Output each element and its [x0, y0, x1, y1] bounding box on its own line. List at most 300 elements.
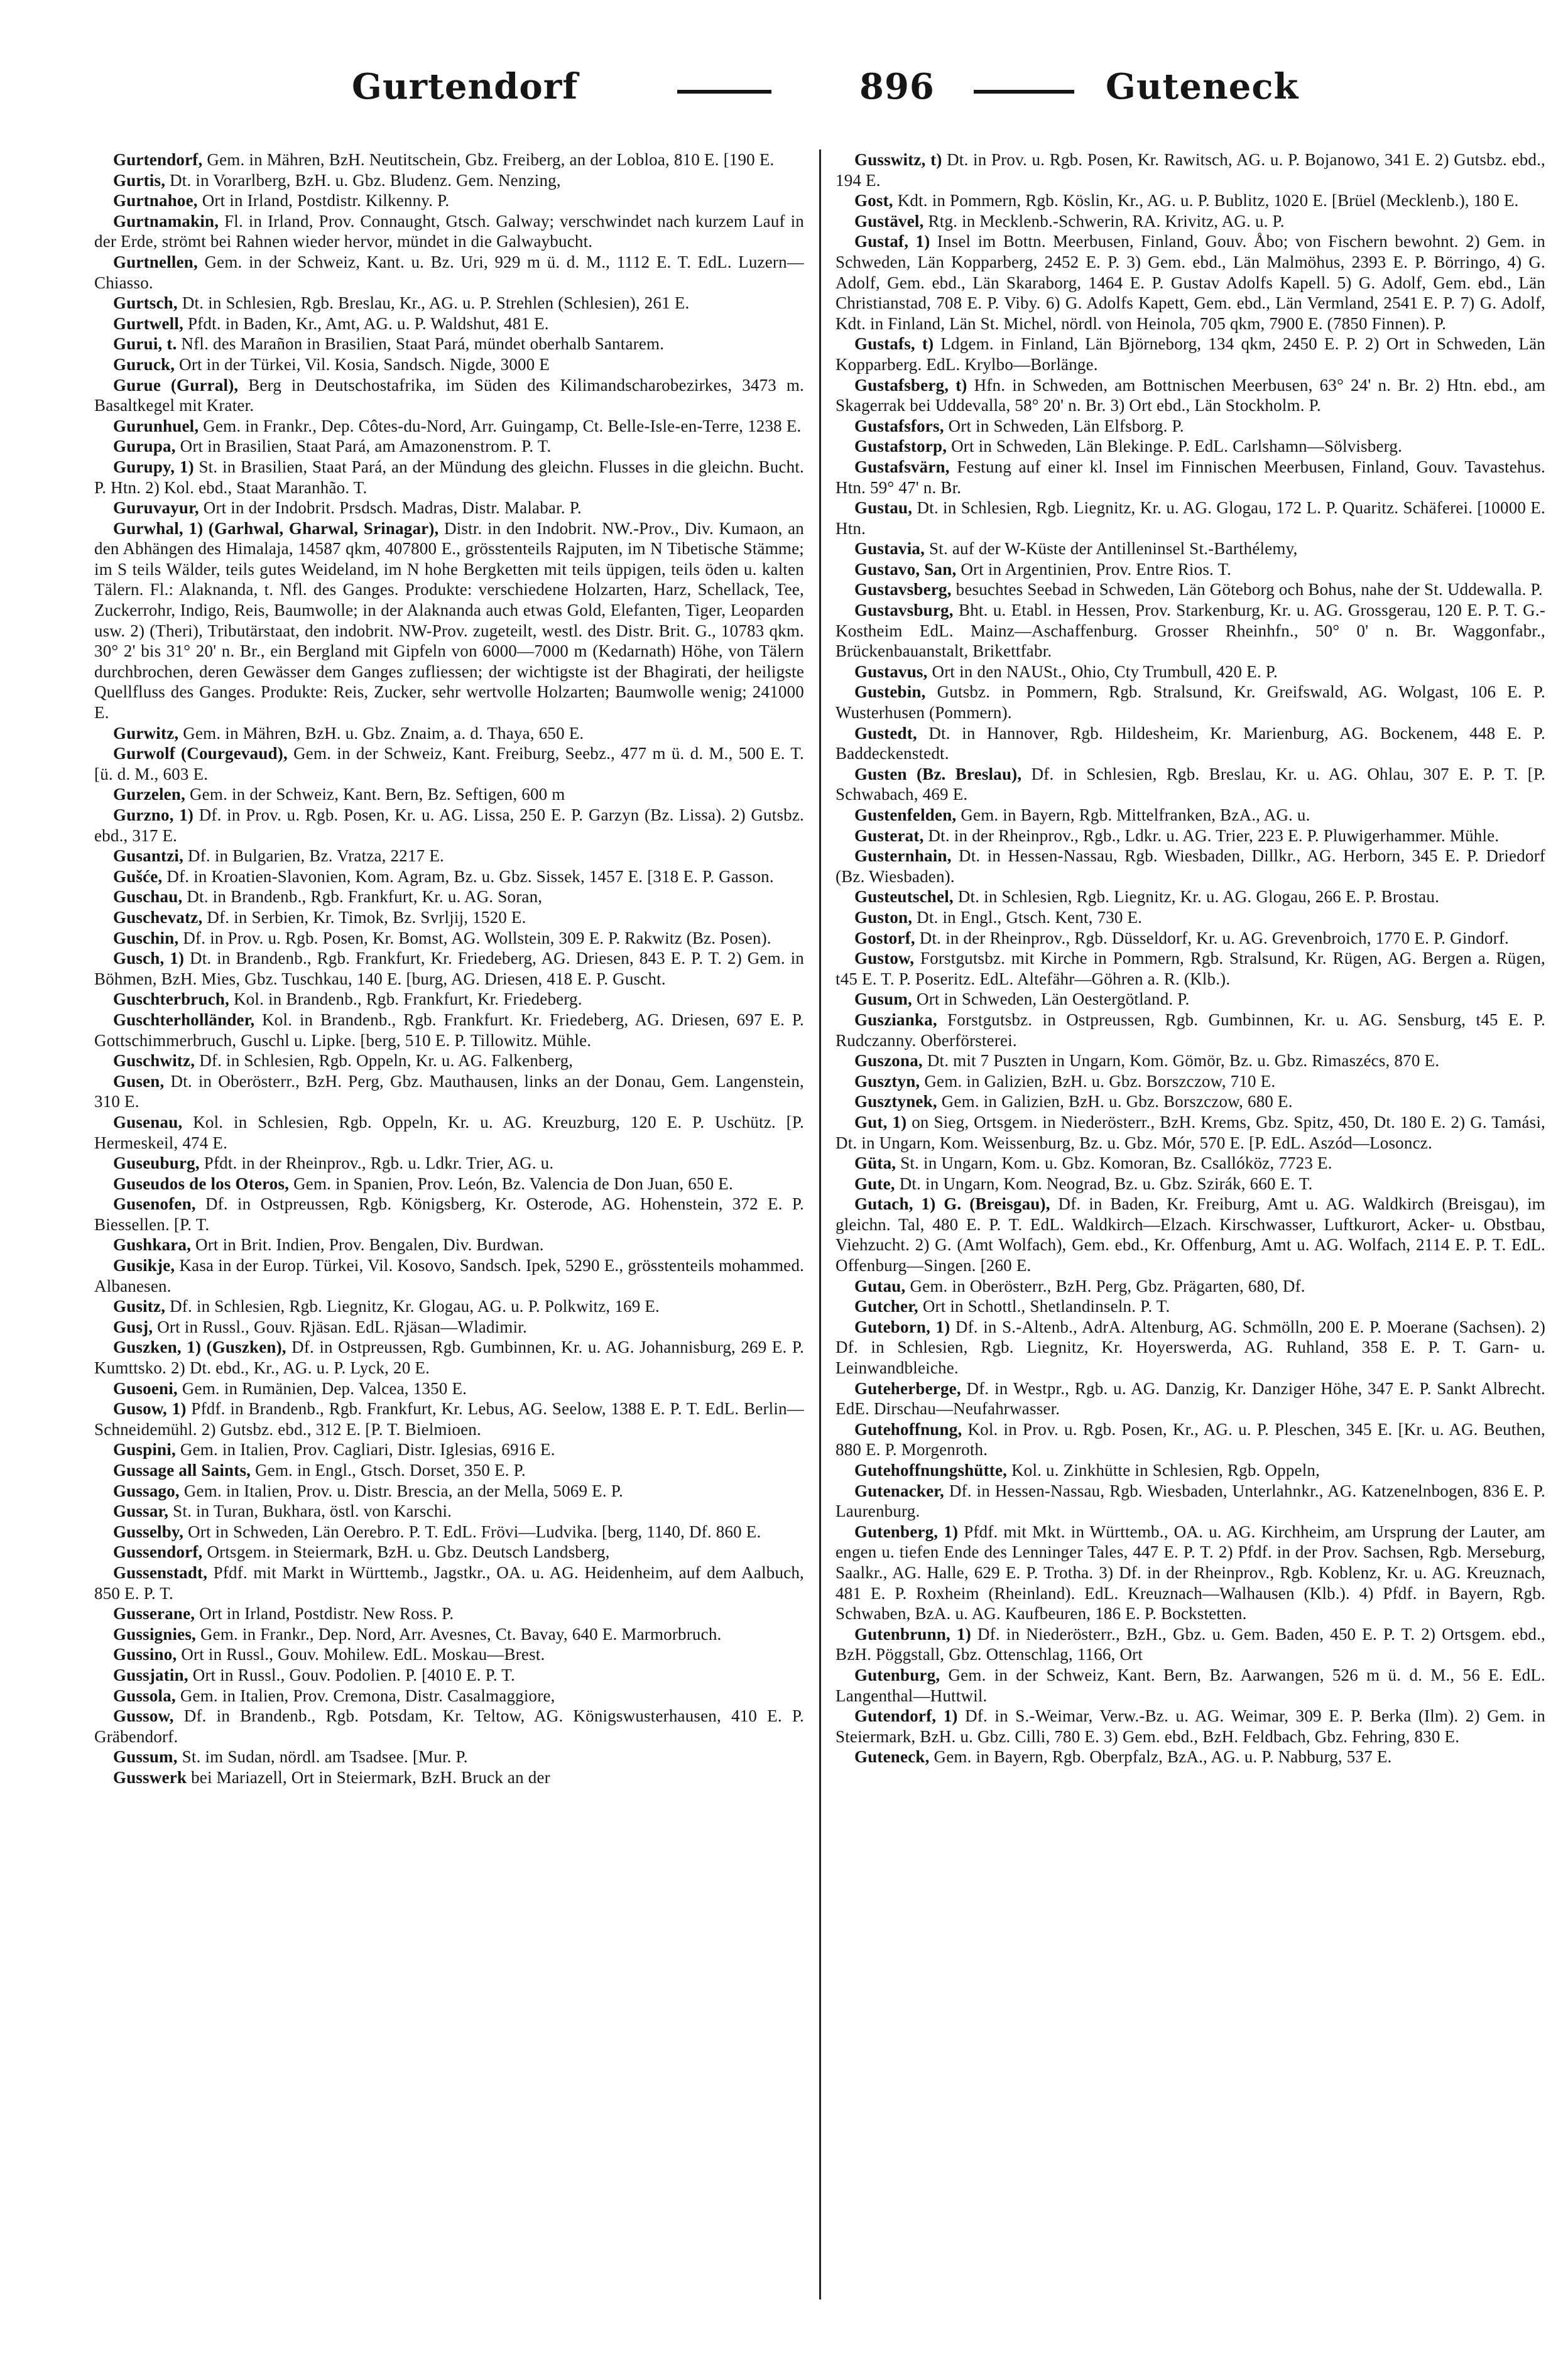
gazetteer-entry [836, 1706, 1545, 1747]
entry-headword: Gussino, [113, 1645, 177, 1664]
entry-text: Nfl. des Marañon in Brasilien, Staat Pará, mündet oberhalb Santarem. [181, 334, 665, 354]
gazetteer-entry [836, 723, 1545, 764]
gazetteer-entry [836, 1071, 1545, 1092]
entry-text: Berg in Deutschostafrika, im Süden des Kilimandscharobezirkes, 3473 m. Basaltkegel mit Krater. [94, 375, 804, 415]
entry-text: Pfdf. mit Mkt. in Württemb., OA. u. AG. Kirchheim, am Ursprung der Lauter, am engen u. tiefen Ende des Lenninger Tales, 447 E. P. T. 2) Pfdf. in der Prov. Sachsen, Rgb. Merseburg, Saalkr., AG. Halle, 629 E. P. Trotha. 3) Df. in der Rheinprov., Rgb. Koblenz, Kr. u. AG. Kreuznach, 481 E. P. Roxheim (Rheinland). EdL. Kreuznach—Walhausen (Klb.). 4) Pfdf. in Bayern, Rgb. Schwaben, BzA. u. AG. Kaufbeuren, 186 E. P. Bockstetten. [836, 1522, 1545, 1623]
gazetteer-entry [94, 1010, 804, 1050]
gazetteer-entry [836, 662, 1545, 682]
entry-text: Forstgutsbz. in Ostpreussen, Rgb. Gumbinnen, Kr. u. AG. Sensburg, t45 E. P. Rudczanny. Oberförsterei. [836, 1010, 1545, 1050]
entry-text: Df. in Ostpreussen, Rgb. Gumbinnen, Kr. u. AG. Johannisburg, 269 E. P. Kumttsko. 2) Dt. ebd., Kr., AG. u. P. Lyck, 20 E. [94, 1338, 804, 1378]
gazetteer-entry [836, 334, 1545, 374]
entry-headword: Gute, [854, 1174, 895, 1193]
entry-headword: Gusztynek, [854, 1092, 937, 1111]
entry-text: Ort in Russl., Gouv. Mohilew. EdL. Moskau—Brest. [181, 1645, 545, 1664]
entry-headword: Gusselby, [113, 1522, 184, 1541]
entry-text: Ort in Russl., Gouv. Podolien. P. [4010 E. P. T. [192, 1665, 515, 1684]
entry-headword: Gurui, t. [113, 334, 177, 354]
entry-text: Gem. in Galizien, BzH. u. Gbz. Borszczow, 710 E. [924, 1071, 1276, 1091]
gazetteer-entry [94, 846, 804, 866]
gazetteer-entry [836, 1194, 1545, 1275]
entry-text: Df. in S.-Altenb., AdrA. Altenburg, AG. Schmölln, 200 E. P. Moerane (Sachsen). 2) Df. in Schlesien, Rgb. Liegnitz, Kr. Hoyerswerda, AG. Ruhland, 358 E. P. T. Garn- u. Leinwandbleiche. [836, 1317, 1546, 1378]
gazetteer-entry [836, 559, 1545, 580]
entry-text: Ort in Brit. Indien, Prov. Bengalen, Div. Burdwan. [195, 1235, 544, 1255]
entry-text: Ort in der Indobrit. Prsdsch. Madras, Distr. Malabar. P. [203, 498, 582, 518]
entry-headword: Gurunhuel, [113, 416, 199, 435]
entry-headword: Gustavo, San, [854, 559, 957, 579]
entry-headword: Gussum, [113, 1747, 178, 1767]
gazetteer-entry [94, 1296, 804, 1317]
gazetteer-entry [94, 211, 804, 252]
gazetteer-entry [836, 1378, 1545, 1419]
entry-text: Ort in der Türkei, Vil. Kosia, Sandsch. Nigde, 3000 E [179, 354, 550, 374]
gazetteer-entry [94, 1071, 804, 1112]
right-column [836, 150, 1545, 1767]
entry-text: Df. in Niederösterr., BzH., Gbz. u. Gem. Baden, 450 E. P. T. 2) Ortsgem. ebd., BzH. Pöggstall, Gbz. Ottenschlag, 1166, Ort [836, 1624, 1545, 1664]
entry-text: bei Mariazell, Ort in Steiermark, BzH. Bruck an der [191, 1767, 550, 1787]
gazetteer-entry [836, 416, 1545, 437]
entry-headword: Gusitz, [113, 1297, 166, 1316]
entry-headword: Gustenfelden, [854, 805, 957, 824]
gazetteer-entry [836, 190, 1545, 211]
gazetteer-entry [836, 1112, 1545, 1153]
entry-headword: Gusen, [113, 1071, 165, 1091]
gazetteer-entry [94, 1153, 804, 1174]
entry-text: Gem. in Bayern, Rgb. Oberpfalz, BzA., AG. u. P. Nabburg, 537 E. [934, 1747, 1392, 1767]
gazetteer-entry [94, 989, 804, 1010]
entry-text: Dt. in Hannover, Rgb. Hildesheim, Kr. Marienburg, AG. Bockenem, 448 E. P. Baddeckenstedt. [836, 723, 1545, 763]
entry-headword: Guteneck, [854, 1747, 930, 1767]
entry-text: Ort in Schweden, Län Oerebro. P. T. EdL. Frövi—Ludvika. [berg, 1140, Df. 860 E. [188, 1522, 761, 1541]
entry-text: Kdt. in Pommern, Rgb. Köslin, Kr., AG. u. P. Bublitz, 1020 E. [Brüel (Mecklenb.), 180 E. [897, 191, 1519, 210]
entry-text: Gem. in Galizien, BzH. u. Gbz. Borszczow, 680 E. [941, 1092, 1293, 1111]
entry-headword: Guston, [854, 907, 913, 927]
entry-text: besuchtes Seebad in Schweden, Län Göteborg och Bohus, nahe der St. Uddewalla. P. [956, 580, 1543, 599]
entry-headword: Guteborn, 1) [854, 1317, 950, 1336]
gazetteer-entry [94, 1317, 804, 1338]
entry-text: Dt. in Vorarlberg, BzH. u. Gbz. Bludenz. Gem. Nenzing, [170, 170, 561, 190]
entry-text: Dt. in Oberösterr., BzH. Perg, Gbz. Mauthausen, links an der Donau, Gem. Langenstein, 310 E. [94, 1071, 805, 1111]
entry-headword: Guteherberge, [854, 1378, 961, 1398]
entry-headword: Gutendorf, 1) [854, 1706, 958, 1726]
entry-text: Ort in Russl., Gouv. Rjäsan. EdL. Rjäsan—Wladimir. [157, 1317, 527, 1336]
entry-headword: Gustävel, [854, 211, 924, 231]
entry-headword: Gusztyn, [854, 1071, 920, 1091]
entry-text: Ort in Brasilien, Staat Pará, am Amazonenstrom. P. T. [180, 437, 552, 456]
entry-headword: Gussola, [113, 1686, 176, 1705]
entry-headword: Gurupy, 1) [113, 457, 194, 476]
entry-text: Gem. in Mähren, BzH. u. Gbz. Znaim, a. d. Thaya, 650 E. [183, 723, 584, 743]
gazetteer-entry [836, 1747, 1545, 1767]
gazetteer-entry [94, 1235, 804, 1255]
gazetteer-entry [94, 293, 804, 314]
entry-text: Df. in Brandenb., Rgb. Potsdam, Kr. Teltow, AG. Königswusterhausen, 410 E. P. Gräbendorf. [94, 1706, 804, 1746]
gazetteer-entry [94, 886, 804, 907]
entry-headword: Gusswitz, t) [854, 150, 942, 169]
entry-text: Dt. in Hessen-Nassau, Rgb. Wiesbaden, Dillkr., AG. Herborn, 345 E. P. Driedorf (Bz. Wiesbaden). [836, 846, 1546, 886]
entry-text: Ort in den NAUSt., Ohio, Cty Trumbull, 420 E. P. [932, 662, 1278, 681]
gazetteer-entry [94, 457, 804, 498]
entry-text: Ort in Irland, Postdistr. Kilkenny. P. [202, 191, 450, 210]
entry-headword: Gustafsberg, t) [854, 375, 967, 395]
entry-headword: Gusoeni, [113, 1378, 178, 1398]
entry-headword: Gusch, 1) [113, 949, 185, 968]
entry-headword: Gurwolf (Courgevaud), [113, 744, 288, 763]
entry-headword: Gurue (Gurral), [113, 375, 239, 395]
entry-headword: Gustafstorp, [854, 437, 947, 456]
running-header [88, 66, 1510, 129]
entry-headword: Gutenacker, [854, 1481, 944, 1500]
gazetteer-entry [836, 826, 1545, 846]
gazetteer-entry [836, 1050, 1545, 1071]
entry-headword: Gutehoffnung, [854, 1419, 962, 1439]
entry-headword: Gurtsch, [113, 293, 178, 313]
entry-text: Ort in Argentinien, Prov. Entre Rios. T. [961, 559, 1232, 579]
gazetteer-entry [94, 190, 804, 211]
entry-text: Gem. in Frankr., Dep. Nord, Arr. Avesnes, Ct. Bavay, 640 E. Marmorbruch. [200, 1624, 722, 1644]
gazetteer-entry [836, 457, 1545, 498]
entry-text: Hfn. in Schweden, am Bottnischen Meerbusen, 63° 24' n. Br. 2) Htn. ebd., am Skagerrak bei Uddevalla, 58° 20' n. Br. 3) Ort ebd., Län Stockholm. P. [836, 375, 1546, 415]
entry-headword: Gussjatin, [113, 1665, 188, 1684]
gazetteer-entry [836, 764, 1545, 805]
entry-text: Df. in Schlesien, Rgb. Liegnitz, Kr. Glogau, AG. u. P. Polkwitz, 169 E. [170, 1297, 660, 1316]
entry-text: Bht. u. Etabl. in Hessen, Prov. Starkenburg, Kr. u. AG. Grossgerau, 120 E. P. T. G.-Kostheim EdL. Mainz—Aschaffenburg. Grosser Rheinhfn., 50° 0' n. Br. Waggonfabr., Brückenbauanstalt, Brikettfabr. [836, 601, 1546, 661]
entry-headword: Gurzno, 1) [113, 805, 194, 824]
entry-text: Dt. in Schlesien, Rgb. Liegnitz, Kr. u. AG. Glogau, 172 L. P. Quaritz. Schäferei. [10000 E. Htn. [836, 498, 1546, 538]
entry-text: Df. in Schlesien, Rgb. Breslau, Kr. u. AG. Ohlau, 307 E. P. T. [P. Schwabach, 469 E. [836, 764, 1545, 804]
entry-headword: Gostorf, [854, 928, 915, 947]
gazetteer-entry [836, 1522, 1545, 1624]
entry-text: Pfdt. in der Rheinprov., Rgb. u. Ldkr. Trier, AG. u. [204, 1154, 554, 1173]
entry-text: Gem. in Mähren, BzH. Neutitschein, Gbz. Freiberg, an der Lobloa, 810 E. [190 E. [207, 150, 775, 169]
entry-headword: Guszken, 1) (Guszken), [113, 1338, 286, 1357]
gazetteer-entry [836, 579, 1545, 600]
entry-text: Kol. u. Zinkhütte in Schlesien, Rgb. Oppeln, [1011, 1461, 1320, 1480]
gazetteer-entry [836, 1460, 1545, 1481]
entry-text: St. in Turan, Bukhara, östl. von Karschi. [173, 1502, 452, 1521]
entry-text: Pfdf. mit Markt in Württemb., Jagstkr., OA. u. AG. Heidenheim, auf dem Aalbuch, 850 E. P. T. [94, 1563, 805, 1603]
entry-headword: Gustafs, t) [854, 334, 934, 354]
gazetteer-entry [94, 518, 804, 723]
entry-headword: Gusantzi, [113, 846, 184, 866]
gazetteer-entry [836, 211, 1545, 232]
entry-headword: Gutenberg, 1) [854, 1522, 959, 1541]
gazetteer-entry [836, 1276, 1545, 1297]
gazetteer-entry [836, 1317, 1545, 1378]
entry-text: Dt. in Brandenb., Rgb. Frankfurt, Kr. Friedeberg, AG. Driesen, 843 E. P. T. 2) Gem. in Böhmen, BzH. Mies, Gbz. Tuschkau, 140 E. [burg, AG. Driesen, 418 E. P. Guscht. [94, 949, 804, 988]
gazetteer-entry [836, 682, 1545, 723]
entry-headword: Guruck, [113, 354, 175, 374]
entry-text: Kol. in Brandenb., Rgb. Frankfurt, Kr. Friedeberg. [234, 990, 582, 1009]
entry-text: Insel im Bottn. Meerbusen, Finland, Gouv. Åbo; von Fischern bewohnt. 2) Gem. in Schweden, Län Kopparberg, 2452 E. P. 3) Gem. ebd., Län Malmöhus, 2393 E. P. Börringo, 4) G. Adolf, Gem. ebd., Län Skaraborg, 1464 E. P. Gustav Adolfs Kapell. 5) G. Adolf, Gem. ebd., Län Christianstad, 708 E. P. Viby. 6) G. Adolfs Kapett, Gem. ebd., Län Vermland, 2541 E. P. 7) G. Adolf, Kdt. in Finland, Län St. Michel, nördl. von Heinola, 705 qkm, 7900 E. (7850 Finnen). P. [836, 232, 1546, 333]
entry-headword: Gustavsberg, [854, 580, 952, 599]
entry-text: Df. in Schlesien, Rgb. Oppeln, Kr. u. AG. Falkenberg, [199, 1051, 574, 1071]
entry-headword: Gušće, [113, 866, 163, 886]
entry-headword: Gutau, [854, 1276, 906, 1296]
gazetteer-entry [836, 948, 1545, 989]
entry-headword: Guschevatz, [113, 907, 203, 927]
gazetteer-entry [94, 743, 804, 784]
gazetteer-entry [94, 1686, 804, 1706]
entry-headword: Gusum, [854, 990, 912, 1009]
gazetteer-entry [94, 1501, 804, 1522]
entry-headword: Gusterat, [854, 826, 924, 845]
gazetteer-entry [836, 907, 1545, 928]
entry-text: on Sieg, Ortsgem. in Niederösterr., BzH. Krems, Gbz. Spitz, 450, Dt. 180 E. 2) G. Tamási, Dt. in Ungarn, Kom. Weissenburg, Bz. u. Gbz. Mór, 570 E. [P. EdL. Aszód—Losoncz. [836, 1112, 1545, 1152]
gazetteer-entry [94, 1522, 804, 1542]
gazetteer-entry [836, 886, 1545, 907]
entry-headword: Gusikje, [113, 1256, 175, 1275]
entry-headword: Gustow, [854, 949, 915, 968]
entry-text: Kol. in Prov. u. Rgb. Posen, Kr., AG. u. P. Pleschen, 345 E. [Kr. u. AG. Beuthen, 880 E. P. Morgenroth. [836, 1419, 1546, 1459]
gazetteer-entry [94, 1255, 804, 1296]
entry-headword: Gusten (Bz. Breslau), [854, 764, 1022, 783]
gazetteer-entry [94, 334, 804, 354]
entry-text: Dt. in der Rheinprov., Rgb. Düsseldorf, Kr. u. AG. Grevenbroich, 1770 E. P. Gindorf. [919, 928, 1509, 947]
gazetteer-entry [836, 928, 1545, 949]
entry-text: Gem. in Engl., Gtsch. Dorset, 350 E. P. [255, 1461, 526, 1480]
entry-headword: Gurwhal, 1) (Garhwal, Gharwal, Srinagar), [113, 518, 439, 538]
entry-headword: Güta, [854, 1154, 896, 1173]
gazetteer-entry [94, 805, 804, 846]
entry-headword: Gusternhain, [854, 846, 952, 866]
gazetteer-entry [94, 354, 804, 375]
gazetteer-entry [94, 928, 804, 949]
entry-headword: Gushkara, [113, 1235, 192, 1255]
entry-text: Dt. in Ungarn, Kom. Neograd, Bz. u. Gbz. Szirák, 660 E. T. [899, 1174, 1313, 1193]
entry-text: Dt. in Schlesien, Rgb. Breslau, Kr., AG. u. P. Strehlen (Schlesien), 261 E. [182, 293, 690, 313]
entry-text: Dt. in der Rheinprov., Rgb., Ldkr. u. AG. Trier, 223 E. P. Pluwigerhammer. Mühle. [928, 826, 1500, 845]
entry-text: Gem. in Italien, Prov. Cagliari, Distr. Iglesias, 6916 E. [180, 1440, 555, 1459]
gazetteer-entry [94, 1378, 804, 1399]
gazetteer-entry [836, 150, 1545, 190]
entry-text: Gem. in der Schweiz, Kant. Freiburg, Seebz., 477 m ü. d. M., 500 E. T. [ü. d. M., 603 E. [94, 744, 804, 783]
gazetteer-entry [836, 1296, 1545, 1317]
entry-text: Rtg. in Mecklenb.-Schwerin, RA. Krivitz, AG. u. P. [928, 211, 1285, 231]
entry-text: Gem. in Bayern, Rgb. Mittelfranken, BzA., AG. u. [961, 805, 1310, 824]
entry-headword: Gost, [854, 191, 893, 210]
entry-headword: Gustavus, [854, 662, 928, 681]
gazetteer-entry [94, 1706, 804, 1747]
entry-headword: Gussendorf, [113, 1542, 203, 1562]
gazetteer-entry [94, 1481, 804, 1502]
entry-text: Gutsbz. in Pommern, Rgb. Stralsund, Kr. Greifswald, AG. Wolgast, 106 E. P. Wusterhusen (Pommern). [836, 682, 1545, 723]
entry-text: Df. in Bulgarien, Bz. Vratza, 2217 E. [188, 846, 444, 866]
entry-text: St. im Sudan, nördl. am Tsadsee. [Mur. P. [182, 1747, 468, 1767]
entry-text: Dt. in Prov. u. Rgb. Posen, Kr. Rawitsch, AG. u. P. Bojanowo, 341 E. 2) Gutsbz. ebd., 194 E. [836, 150, 1545, 190]
entry-text: Dt. mit 7 Puszten in Ungarn, Kom. Gömör, Bz. u. Gbz. Rimaszécs, 870 E. [927, 1051, 1440, 1071]
entry-headword: Gurtnamakin, [113, 211, 219, 231]
entry-text: Distr. in den Indobrit. NW.-Prov., Div. Kumaon, an den Abhängen des Himalaja, 14587 qkm, 407800 E., grösstenteils Rajputen, im N Tibetische Stämme; im S teils Wälder, teils gutes Weideland, im N hohe Bergketten mit teils üppigen, teils öden u. kalten Tälern. Fl.: Alaknanda, t. Nfl. des Ganges. Produkte: verschiedene Holzarten, Harz, Schellack, Tee, Zuckerrohr, Indigo, Reis, Baumwolle; in der Alaknanda auch etwas Gold, Elefanten, Tiger, Leoparden usw. 2) (Theri), Tributärstaat, den indobrit. NW-Prov. zugeteilt, westl. des Distr. Brit. G., 10783 qkm. 30° 2' bis 31° 20' n. Br., ein Bergland mit Gipfeln von 6000—7000 m (Kedarnath) Höhe, von Tälern durchbrochen, deren Gewässer dem Ganges zufliessen; der wichtigste ist der Bhagirati, der heiligste Quellfluss des Ganges. Produkte: Reis, Zucker, sehr wertvolle Holzarten; Baumwolle wenig; 241000 E. [94, 518, 804, 723]
entry-headword: Gustedt, [854, 723, 917, 743]
gazetteer-entry [94, 1624, 804, 1645]
gazetteer-entry [836, 1665, 1545, 1706]
entry-headword: Gustafsfors, [854, 416, 944, 435]
entry-text: Kasa in der Europ. Türkei, Vil. Kosovo, Sandsch. Ipek, 5290 E., grösstenteils mohammed. Albanesen. [94, 1256, 805, 1296]
entry-headword: Guschterholländer, [113, 1010, 255, 1029]
gazetteer-entry [94, 907, 804, 928]
entry-headword: Guruvayur, [113, 498, 199, 518]
gazetteer-entry [94, 1112, 804, 1153]
gazetteer-entry [94, 1337, 804, 1378]
entry-headword: Gusj, [113, 1317, 153, 1336]
entry-headword: Gurtnellen, [113, 252, 198, 271]
gazetteer-entry [94, 723, 804, 744]
entry-text: Pfdf. in Brandenb., Rgb. Frankfurt, Kr. Lebus, AG. Seelow, 1388 E. P. T. EdL. Berlin—Schneidemühl. 2) Gutsbz. ebd., 312 E. [P. T. Bielmioen. [94, 1399, 804, 1439]
entry-headword: Gusenau, [113, 1112, 183, 1132]
entry-text: Ort in Schottl., Shetlandinseln. P. T. [922, 1297, 1170, 1316]
gazetteer-entry [94, 498, 804, 518]
entry-headword: Guschau, [113, 887, 183, 907]
entry-headword: Gustafsvärn, [854, 457, 950, 476]
entry-headword: Gusow, 1) [113, 1399, 187, 1419]
entry-text: Gem. in Rumänien, Dep. Valcea, 1350 E. [182, 1378, 467, 1398]
entry-headword: Gustaf, 1) [854, 232, 930, 251]
entry-headword: Gusteutschel, [854, 887, 954, 907]
gazetteer-entry [94, 314, 804, 334]
entry-headword: Gussar, [113, 1502, 169, 1521]
entry-headword: Gussignies, [113, 1624, 196, 1644]
gazetteer-entry [94, 1747, 804, 1767]
entry-text: Df. in Baden, Kr. Freiburg, Amt u. AG. Waldkirch (Breisgau), im gleichn. Tal, 480 E. P. T. EdL. Waldkirch—Elzach. Kirschwasser, Luftkurort, Acker- u. Obstbau, Viehzucht. 2) G. (Amt Wolfach), Gem. ebd., Kr. Offenburg, Amt u. AG. Wolfach, 2114 E. P. T. EdL. Offenburg—Singen. [260 E. [836, 1194, 1546, 1275]
entry-text: Df. in Serbien, Kr. Timok, Bz. Svrljij, 1520 E. [207, 907, 526, 927]
entry-headword: Guschin, [113, 928, 179, 947]
entry-headword: Gutach, 1) G. (Breisgau), [854, 1194, 1050, 1214]
gazetteer-entry [836, 1174, 1545, 1194]
entry-text: Ort in Irland, Postdistr. New Ross. P. [199, 1604, 454, 1623]
entry-text: Ort in Schweden, Län Elfsborg. P. [948, 416, 1184, 435]
gazetteer-entry [836, 436, 1545, 457]
gazetteer-entry [94, 1174, 804, 1194]
gazetteer-entry [94, 1050, 804, 1071]
column-divider [819, 150, 821, 2299]
entry-headword: Gusenofen, [113, 1194, 196, 1214]
entry-text: Kol. in Schlesien, Rgb. Oppeln, Kr. u. AG. Kreuzburg, 120 E. P. Uschütz. [P. Hermeskeil, 474 E. [94, 1112, 804, 1152]
entry-headword: Gutenbrunn, 1) [854, 1624, 971, 1644]
page-number: 896 [859, 66, 935, 107]
entry-headword: Gurtendorf, [113, 150, 203, 169]
entry-headword: Guspini, [113, 1440, 176, 1459]
entry-headword: Gussage all Saints, [113, 1461, 251, 1480]
gazetteer-entry [94, 436, 804, 457]
entry-text: Pfdt. in Baden, Kr., Amt, AG. u. P. Waldshut, 481 E. [187, 314, 549, 333]
left-column [94, 150, 804, 1788]
entry-text: Dt. in Brandenb., Rgb. Frankfurt, Kr. u. AG. Soran, [187, 887, 543, 907]
entry-text: Df. in Westpr., Rgb. u. AG. Danzig, Kr. Danziger Höhe, 347 E. P. Sankt Albrecht. EdE. Dirschau—Neufahrwasser. [836, 1378, 1545, 1419]
entry-headword: Gutcher, [854, 1297, 918, 1316]
gazetteer-entry [836, 538, 1545, 559]
entry-text: St. auf der W-Küste der Antilleninsel St.-Barthélemy, [929, 539, 1298, 559]
gazetteer-entry [836, 498, 1545, 538]
gazetteer-entry [836, 1624, 1545, 1665]
header-last-entry: Guteneck [1106, 66, 1299, 107]
entry-headword: Gutenburg, [854, 1665, 940, 1684]
gazetteer-entry [94, 1542, 804, 1563]
gazetteer-entry [94, 416, 804, 437]
entry-headword: Gussago, [113, 1481, 180, 1500]
entry-headword: Gurtnahoe, [113, 191, 198, 210]
entry-text: Df. in Ostpreussen, Rgb. Königsberg, Kr. Osterode, AG. Hohenstein, 372 E. P. Biessellen. [P. T. [94, 1194, 804, 1234]
entry-headword: Gustavia, [854, 539, 925, 559]
entry-text: Gem. in der Schweiz, Kant. Bern, Bz. Aarwangen, 526 m ü. d. M., 56 E. EdL. Langenthal—Huttwil. [836, 1665, 1545, 1705]
gazetteer-entry [94, 1644, 804, 1665]
entry-text: Kol. in Brandenb., Rgb. Frankfurt. Kr. Friedeberg, AG. Driesen, 697 E. P. Gottschimmerbruch, Guschl u. Lipke. [berg, 510 E. P. Tillowitz. Mühle. [94, 1010, 804, 1050]
entry-text: Gem. in Spanien, Prov. León, Bz. Valencia de Don Juan, 650 E. [293, 1174, 733, 1193]
entry-text: St. in Ungarn, Kom. u. Gbz. Komoran, Bz. Csallóköz, 7723 E. [900, 1154, 1332, 1173]
gazetteer-entry [94, 866, 804, 887]
gazetteer-entry [836, 600, 1545, 662]
entry-text: Fl. in Irland, Prov. Connaught, Gtsch. Galway; verschwindet nach kurzem Lauf in der Erde, strömt bei Rahnen wieder hervor, mündet in die Galwaybucht. [94, 211, 805, 251]
entry-text: Df. in Kroatien-Slavonien, Kom. Agram, Bz. u. Gbz. Sissek, 1457 E. [318 E. P. Gasson. [166, 866, 774, 886]
gazetteer-entry [94, 1665, 804, 1686]
header-rule-right [974, 90, 1074, 94]
entry-headword: Gurtwell, [113, 314, 184, 333]
gazetteer-entry [94, 170, 804, 191]
entry-headword: Gurwitz, [113, 723, 179, 743]
entry-text: Ldgem. in Finland, Län Björneborg, 134 qkm, 2450 E. P. 2) Ort in Schweden, Län Kopparberg. EdL. Krylbo—Borlänge. [836, 334, 1545, 374]
entry-headword: Guschterbruch, [113, 990, 230, 1009]
gazetteer-entry [836, 1481, 1545, 1522]
header-first-entry: Gurtendorf [352, 66, 579, 107]
entry-text: Gem. in Oberösterr., BzH. Perg, Gbz. Prägarten, 680, Df. [910, 1276, 1305, 1296]
entry-headword: Gurupa, [113, 437, 176, 456]
entry-text: St. in Brasilien, Staat Pará, an der Mündung des gleichn. Flusses in die gleichn. Bucht. P. Htn. 2) Kol. ebd., Staat Maranhão. T. [94, 457, 804, 497]
entry-text: Df. in Prov. u. Rgb. Posen, Kr. u. AG. Lissa, 250 E. P. Garzyn (Bz. Lissa). 2) Gutsbz. ebd., 317 E. [94, 805, 804, 845]
entry-headword: Guszona, [854, 1051, 923, 1071]
entry-headword: Gussow, [113, 1706, 174, 1726]
entry-headword: Gustavsburg, [854, 601, 954, 620]
gazetteer-entry [94, 252, 804, 293]
entry-text: Gem. in Italien, Prov. Cremona, Distr. Casalmaggiore, [180, 1686, 555, 1705]
gazetteer-entry [94, 1767, 804, 1788]
entry-text: Ort in Schweden, Län Oestergötland. P. [916, 990, 1190, 1009]
entry-headword: Gurzelen, [113, 785, 186, 804]
gazetteer-entry [94, 1439, 804, 1460]
entry-text: Gem. in Italien, Prov. u. Distr. Brescia, an der Mella, 5069 E. P. [183, 1481, 623, 1500]
gazetteer-entry [836, 1419, 1545, 1460]
gazetteer-entry [94, 948, 804, 989]
entry-headword: Guszianka, [854, 1010, 937, 1029]
entry-headword: Gussenstadt, [113, 1563, 208, 1582]
gazetteer-entry [94, 1460, 804, 1481]
entry-headword: Guschwitz, [113, 1051, 195, 1071]
gazetteer-entry [94, 1194, 804, 1235]
entry-headword: Gutehoffnungshütte, [854, 1461, 1008, 1480]
entry-text: Df. in S.-Weimar, Verw.-Bz. u. AG. Weimar, 309 E. P. Berka (Ilm). 2) Gem. in Steiermark, BzH. u. Gbz. Cilli, 780 E. 3) Gem. ebd., BzH. Feldbach, Gbz. Fehring, 830 E. [836, 1706, 1545, 1746]
gazetteer-entry [836, 846, 1545, 886]
entry-headword: Gusserane, [113, 1604, 195, 1623]
entry-headword: Gustau, [854, 498, 913, 518]
entry-text: Dt. in Engl., Gtsch. Kent, 730 E. [917, 907, 1143, 927]
gazetteer-entry [94, 1563, 804, 1603]
gazetteer-entry [94, 375, 804, 416]
gazetteer-entry [836, 1091, 1545, 1112]
entry-headword: Gustebin, [854, 682, 926, 702]
gazetteer-entry [836, 1153, 1545, 1174]
entry-headword: Gut, 1) [854, 1112, 907, 1132]
gazetteer-entry [836, 375, 1545, 416]
entry-text: Df. in Prov. u. Rgb. Posen, Kr. Bomst, AG. Wollstein, 309 E. P. Rakwitz (Bz. Posen). [183, 928, 771, 947]
gazetteer-entry [94, 150, 804, 170]
gazetteer-entry [836, 1010, 1545, 1050]
entry-text: Gem. in Frankr., Dep. Côtes-du-Nord, Arr. Guingamp, Ct. Belle-Isle-en-Terre, 1238 E. [203, 416, 802, 435]
entry-text: Gem. in der Schweiz, Kant. Bern, Bz. Seftigen, 600 m [189, 785, 565, 804]
entry-headword: Gurtis, [113, 170, 166, 190]
entry-text: Df. in Hessen-Nassau, Rgb. Wiesbaden, Unterlahnkr., AG. Katzenelnbogen, 836 E. P. Laurenburg. [836, 1481, 1545, 1521]
gazetteer-entry [836, 805, 1545, 826]
gazetteer-entry [836, 231, 1545, 334]
entry-headword: Guseuburg, [113, 1154, 200, 1173]
entry-text: Forstgutsbz. mit Kirche in Pommern, Rgb. Stralsund, Kr. Rügen, AG. Bergen a. Rügen, t45 E. T. P. Poseritz. EdL. Altefähr—Göhren a. R. (Klb.). [836, 949, 1545, 988]
